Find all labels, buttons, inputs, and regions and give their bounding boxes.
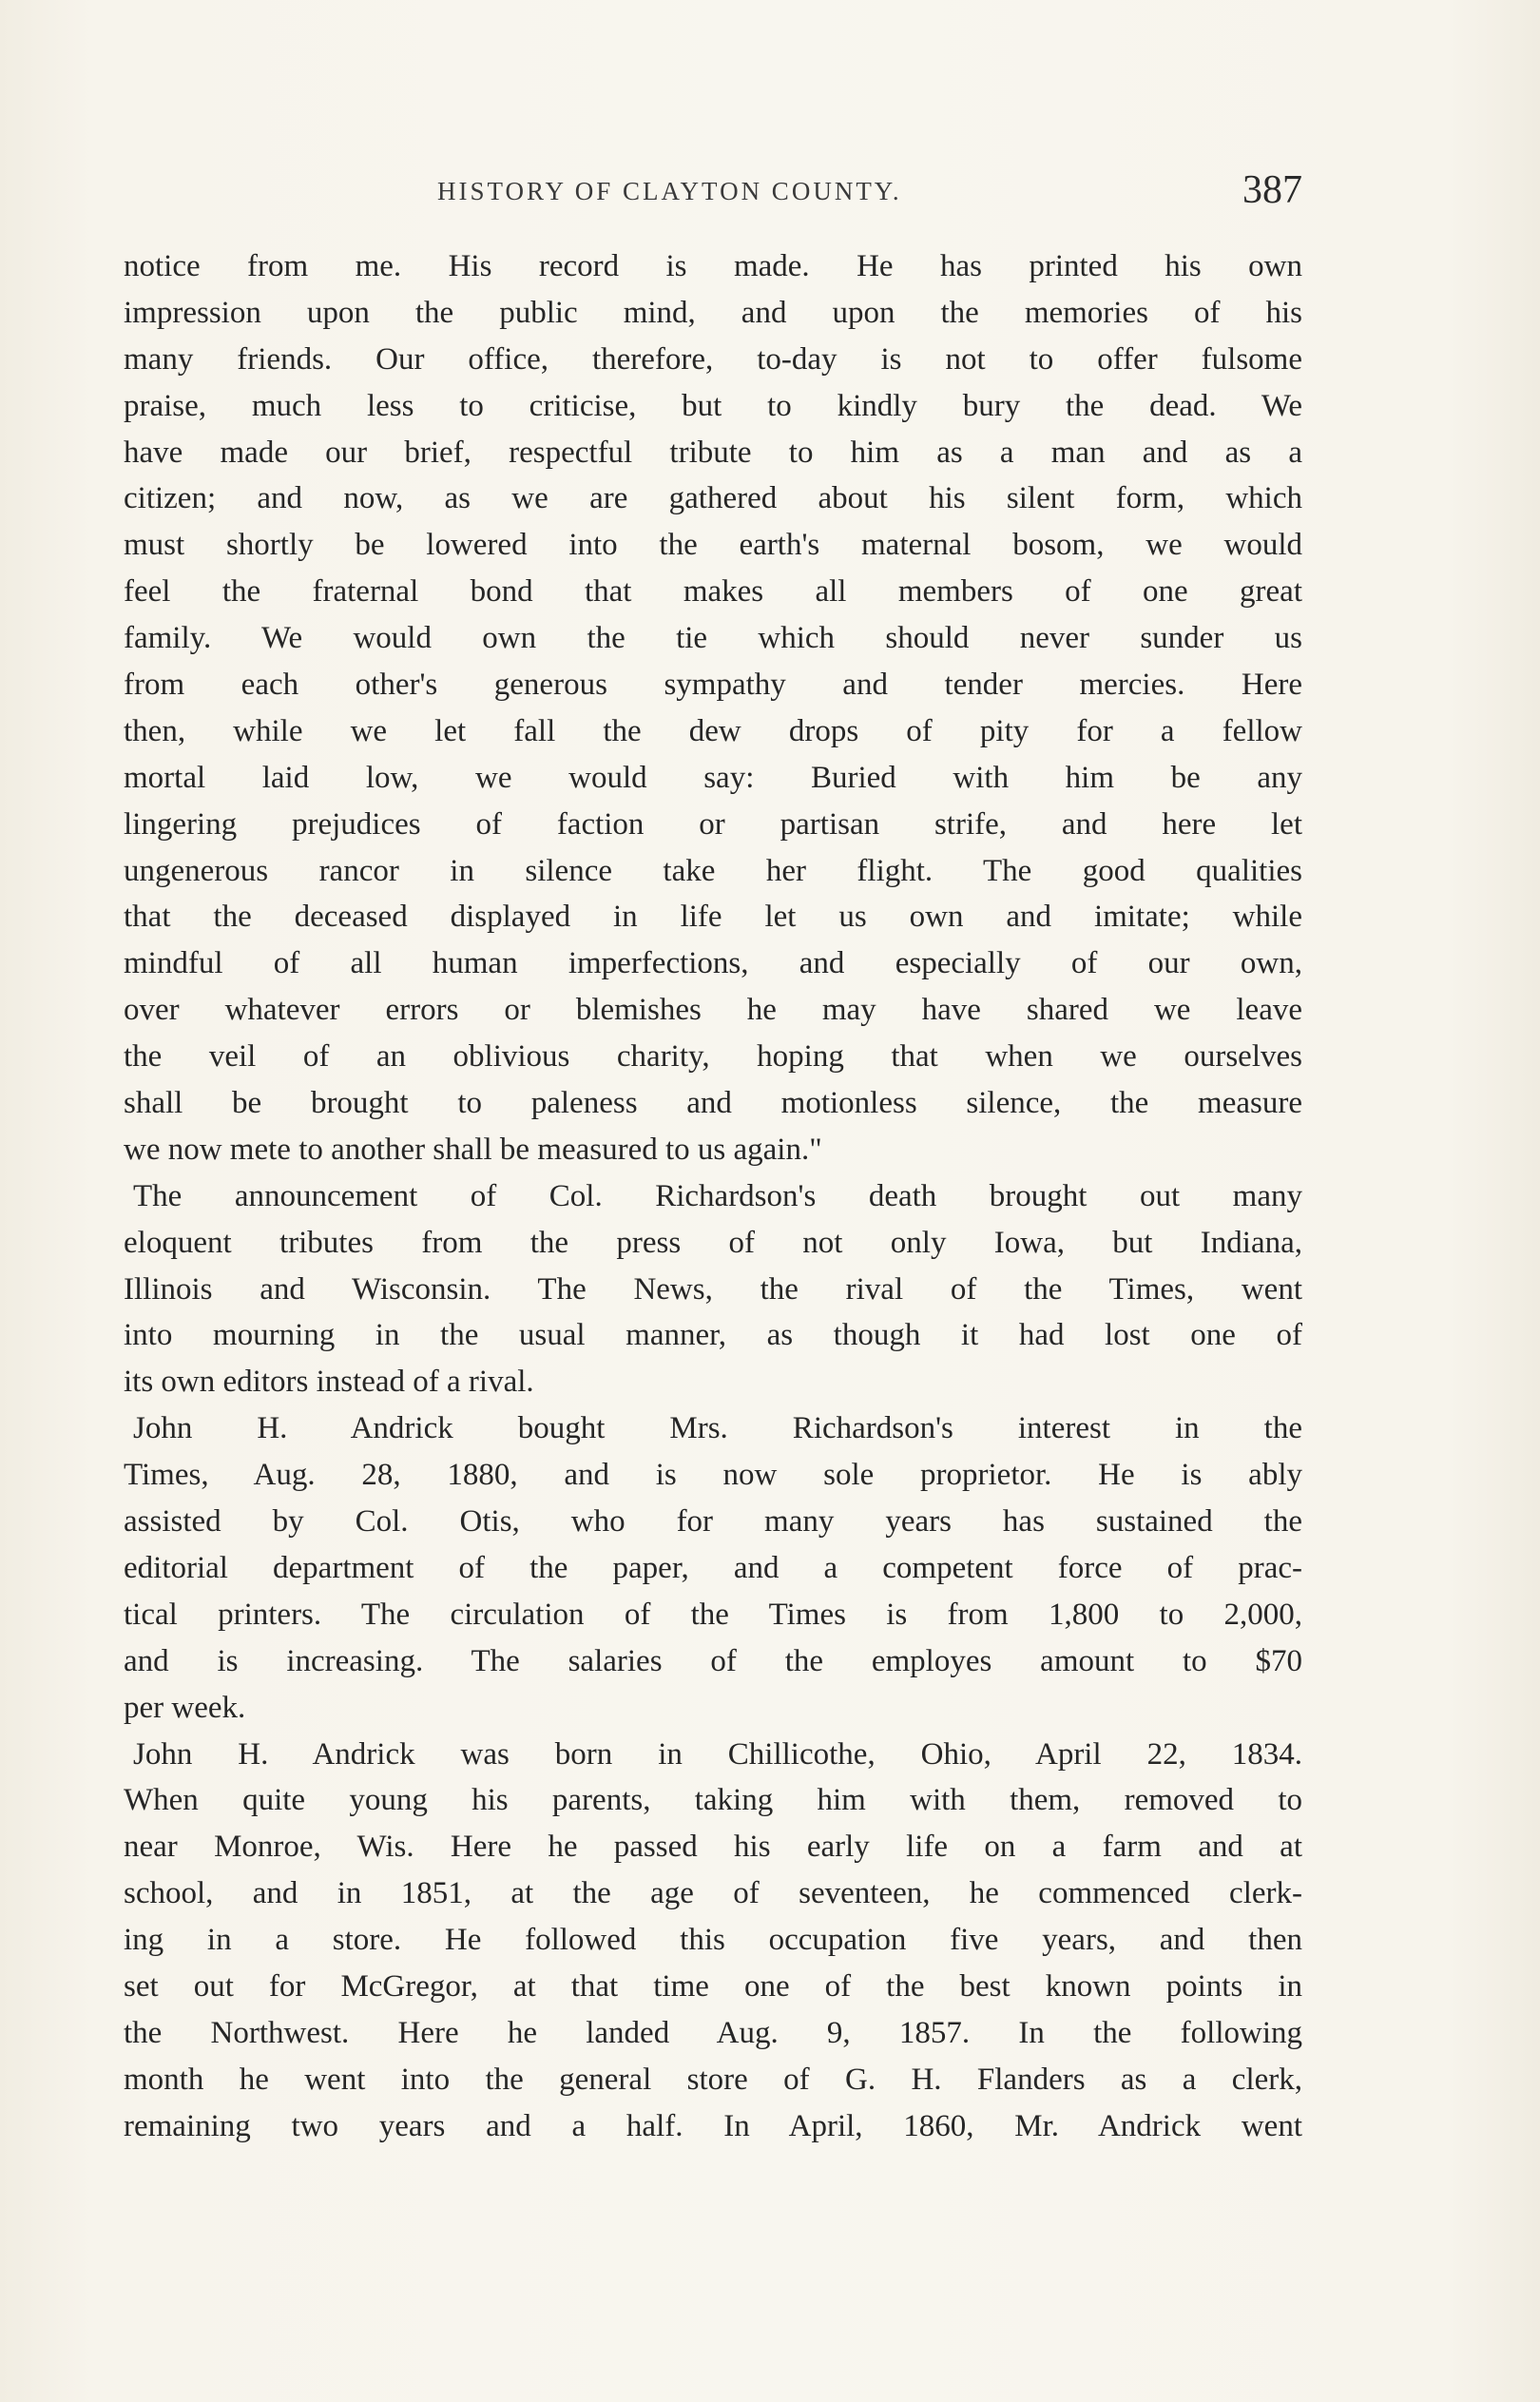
text-line: feel the fraternal bond that makes all members of one great	[124, 574, 1302, 610]
body-text	[124, 243, 1302, 2150]
text-line: praise, much less to criticise, but to kindly bury the dead. We	[124, 388, 1302, 423]
text-line: impression upon the public mind, and upon the memories of his	[124, 295, 1302, 330]
page-header	[124, 167, 1302, 215]
text-line: remaining two years and a half. In April, 1860, Mr. Andrick went	[124, 2108, 1302, 2143]
text-line: eloquent tributes from the press of not only Iowa, but Indiana,	[124, 1225, 1302, 1260]
text-line: shall be brought to paleness and motionless silence, the measure	[124, 1086, 1302, 1121]
text-line: that the deceased displayed in life let us own and imitate; while	[124, 900, 1302, 935]
text-line: citizen; and now, as we are gathered about his silent form, which	[124, 481, 1302, 516]
text-line: school, and in 1851, at the age of seventeen, he commenced clerk-	[124, 1876, 1302, 1911]
text-line: mortal laid low, we would say: Buried with him be any	[124, 760, 1302, 795]
text-line: ing in a store. He followed this occupation five years, and then	[124, 1923, 1302, 1958]
text-line: John H. Andrick was born in Chillicothe, Ohio, April 22, 1834.	[133, 1736, 1302, 1772]
text-line: we now mete to another shall be measured to us again."	[124, 1132, 822, 1167]
text-line: many friends. Our office, therefore, to-day is not to offer fulsome	[124, 341, 1302, 377]
text-line: near Monroe, Wis. Here he passed his early life on a farm and at	[124, 1830, 1302, 1865]
text-line: Times, Aug. 28, 1880, and is now sole proprietor. He is ably	[124, 1458, 1302, 1493]
text-line: lingering prejudices of faction or partisan strife, and here let	[124, 806, 1302, 842]
text-line: have made our brief, respectful tribute to him as a man and as a	[124, 435, 1302, 470]
text-line: Illinois and Wisconsin. The News, the rival of the Times, went	[124, 1271, 1302, 1307]
text-line: tical printers. The circulation of the Times is from 1,800 to 2,000,	[124, 1597, 1302, 1632]
text-line: When quite young his parents, taking him with them, removed to	[124, 1783, 1302, 1818]
text-line: The announcement of Col. Richardson's death brought out many	[133, 1178, 1302, 1213]
text-line: the Northwest. Here he landed Aug. 9, 1857. In the following	[124, 2015, 1302, 2050]
page-number: 387	[1242, 168, 1302, 212]
text-line: into mourning in the usual manner, as though it had lost one of	[124, 1318, 1302, 1353]
text-line: editorial department of the paper, and a competent force of prac-	[124, 1550, 1302, 1585]
text-line: set out for McGregor, at that time one of the best known points in	[124, 1968, 1302, 2004]
text-line: assisted by Col. Otis, who for many years has sustained the	[124, 1504, 1302, 1540]
text-line: the veil of an oblivious charity, hoping that when we ourselves	[124, 1039, 1302, 1075]
text-line: its own editors instead of a rival.	[124, 1365, 534, 1400]
text-line: then, while we let fall the dew drops of pity for a fellow	[124, 713, 1302, 748]
text-line: must shortly be lowered into the earth's maternal bosom, we would	[124, 528, 1302, 563]
text-line: from each other's generous sympathy and tender mercies. Here	[124, 668, 1302, 703]
text-line: mindful of all human imperfections, and especially of our own,	[124, 946, 1302, 981]
text-line: per week.	[124, 1690, 246, 1725]
text-line: and is increasing. The salaries of the employes amount to $70	[124, 1643, 1302, 1678]
text-line: family. We would own the tie which should never sunder us	[124, 621, 1302, 656]
running-head: HISTORY OF CLAYTON COUNTY.	[437, 177, 902, 205]
text-line: John H. Andrick bought Mrs. Richardson's interest in the	[133, 1411, 1302, 1446]
text-line: notice from me. His record is made. He has printed his own	[124, 249, 1302, 283]
text-line: month he went into the general store of G. H. Flanders as a clerk,	[124, 2062, 1302, 2097]
text-line: ungenerous rancor in silence take her flight. The good qualities	[124, 853, 1302, 888]
text-line: over whatever errors or blemishes he may have shared we leave	[124, 993, 1302, 1028]
